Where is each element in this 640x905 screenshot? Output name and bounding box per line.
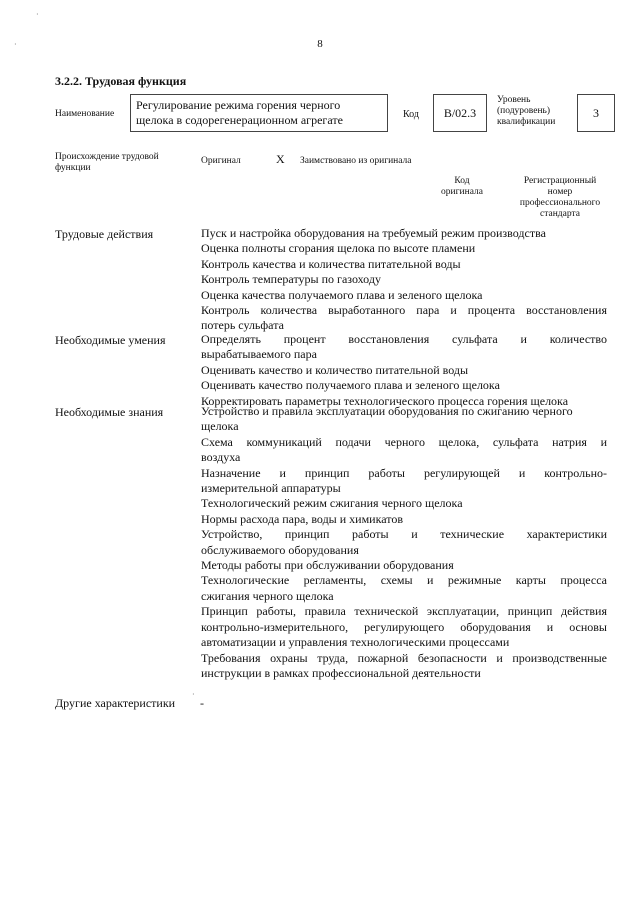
list-item: Принцип работы, правила технической эксплуатации, принцип действия — [201, 604, 607, 619]
registration-number-label — [510, 176, 610, 220]
skills-label: Необходимые умения — [55, 333, 166, 347]
list-item: Оценивать качество получаемого плава и зеленого щелока — [201, 378, 500, 393]
code-value: B/02.3 — [433, 94, 487, 132]
reg-number-line: номер — [547, 187, 573, 197]
scan-speck: · — [36, 10, 39, 19]
list-item: автоматизации и управления технологическими процессами — [201, 635, 510, 650]
skills-list — [201, 332, 607, 409]
other-characteristics-label: Другие характеристики — [55, 696, 176, 710]
level-label-line: (подуровень) — [497, 106, 551, 116]
list-item: инструкции в рамках профессиональной деятельности — [201, 665, 481, 680]
function-name-line: щелока в содорегенерационном агрегате — [136, 113, 343, 127]
level-label-line: квалификации — [497, 117, 556, 127]
section-title: 3.2.2. Трудовая функция — [55, 74, 187, 88]
list-item: Схема коммуникаций подачи черного щелока, сульфата натрия и — [201, 434, 607, 449]
origin-label — [55, 152, 183, 174]
labor-actions-label: Трудовые действия — [55, 227, 154, 241]
list-item: Оценивать качество и количество питательной воды — [201, 362, 469, 377]
code-original-line: Код — [454, 176, 470, 186]
list-item: Нормы расхода пара, воды и химикатов — [201, 511, 404, 526]
origin-label-line: Происхождение трудовой — [55, 152, 159, 162]
name-label: Наименование — [55, 109, 115, 119]
list-item: Методы работы при обслуживании оборудования — [201, 558, 454, 573]
code-original-label — [432, 176, 492, 198]
list-item: Устройство и правила эксплуатации оборудования по сжиганию черного — [201, 404, 573, 418]
list-item: Контроль качества и количества питательной воды — [201, 256, 461, 271]
list-item: Определять процент восстановления сульфата и количество — [201, 332, 607, 346]
qualification-level-label — [497, 95, 575, 128]
list-item: Контроль количества выработанного пара и процента восстановления — [201, 303, 607, 318]
list-item: щелока — [201, 419, 239, 434]
page-number: 8 — [317, 38, 323, 50]
list-item: потерь сульфата — [201, 318, 284, 333]
labor-actions-list — [201, 226, 607, 334]
level-label-line: Уровень — [497, 95, 531, 105]
function-name-box — [130, 94, 388, 132]
reg-number-line: профессионального — [519, 198, 601, 208]
knowledge-list — [201, 404, 607, 681]
original-label: Оригинал — [201, 156, 241, 166]
original-mark: X — [276, 152, 285, 166]
list-item: вырабатываемого пара — [201, 347, 317, 362]
list-item: воздуха — [201, 450, 241, 465]
list-item: Требования охраны труда, пожарной безопасности и производственные — [201, 650, 607, 665]
reg-number-line: стандарта — [540, 209, 580, 219]
list-item: Оценка качества получаемого плава и зеленого щелока — [201, 287, 483, 302]
list-item: сжигания черного щелока — [201, 588, 334, 603]
code-original-line: оригинала — [441, 187, 483, 197]
list-item: измерительной аппаратуры — [201, 481, 341, 496]
scan-speck: · — [14, 40, 17, 49]
list-item: Оценка полноты сгорания щелока по высоте пламени — [201, 241, 476, 256]
list-item: Пуск и настройка оборудования на требуемый режим производства — [201, 226, 546, 240]
borrowed-label: Заимствовано из оригинала — [300, 156, 412, 166]
list-item: контрольно-измерительного, регулирующего оборудования и основы — [201, 619, 607, 634]
function-name-line: Регулирование режима горения черного — [136, 98, 341, 112]
qualification-level-value: 3 — [577, 94, 615, 132]
other-characteristics-value: - — [200, 696, 204, 710]
scan-speck: · — [192, 690, 195, 699]
list-item: Контроль температуры по газоходу — [201, 272, 381, 287]
list-item: обслуживаемого оборудования — [201, 542, 359, 557]
origin-label-line: функции — [55, 163, 91, 173]
reg-number-line: Регистрационный — [523, 176, 597, 186]
list-item: Технологический режим сжигания черного щелока — [201, 496, 463, 511]
list-item: Устройство, принцип работы и технические характеристики — [201, 527, 607, 542]
code-label: Код — [403, 109, 419, 120]
knowledge-label: Необходимые знания — [55, 405, 164, 419]
list-item: Технологические регламенты, схемы и режимные карты процесса — [201, 573, 607, 588]
list-item: Назначение и принцип работы регулирующей и контрольно- — [201, 465, 607, 480]
list-item: Корректировать параметры технологического процесса горения щелока — [201, 393, 569, 408]
